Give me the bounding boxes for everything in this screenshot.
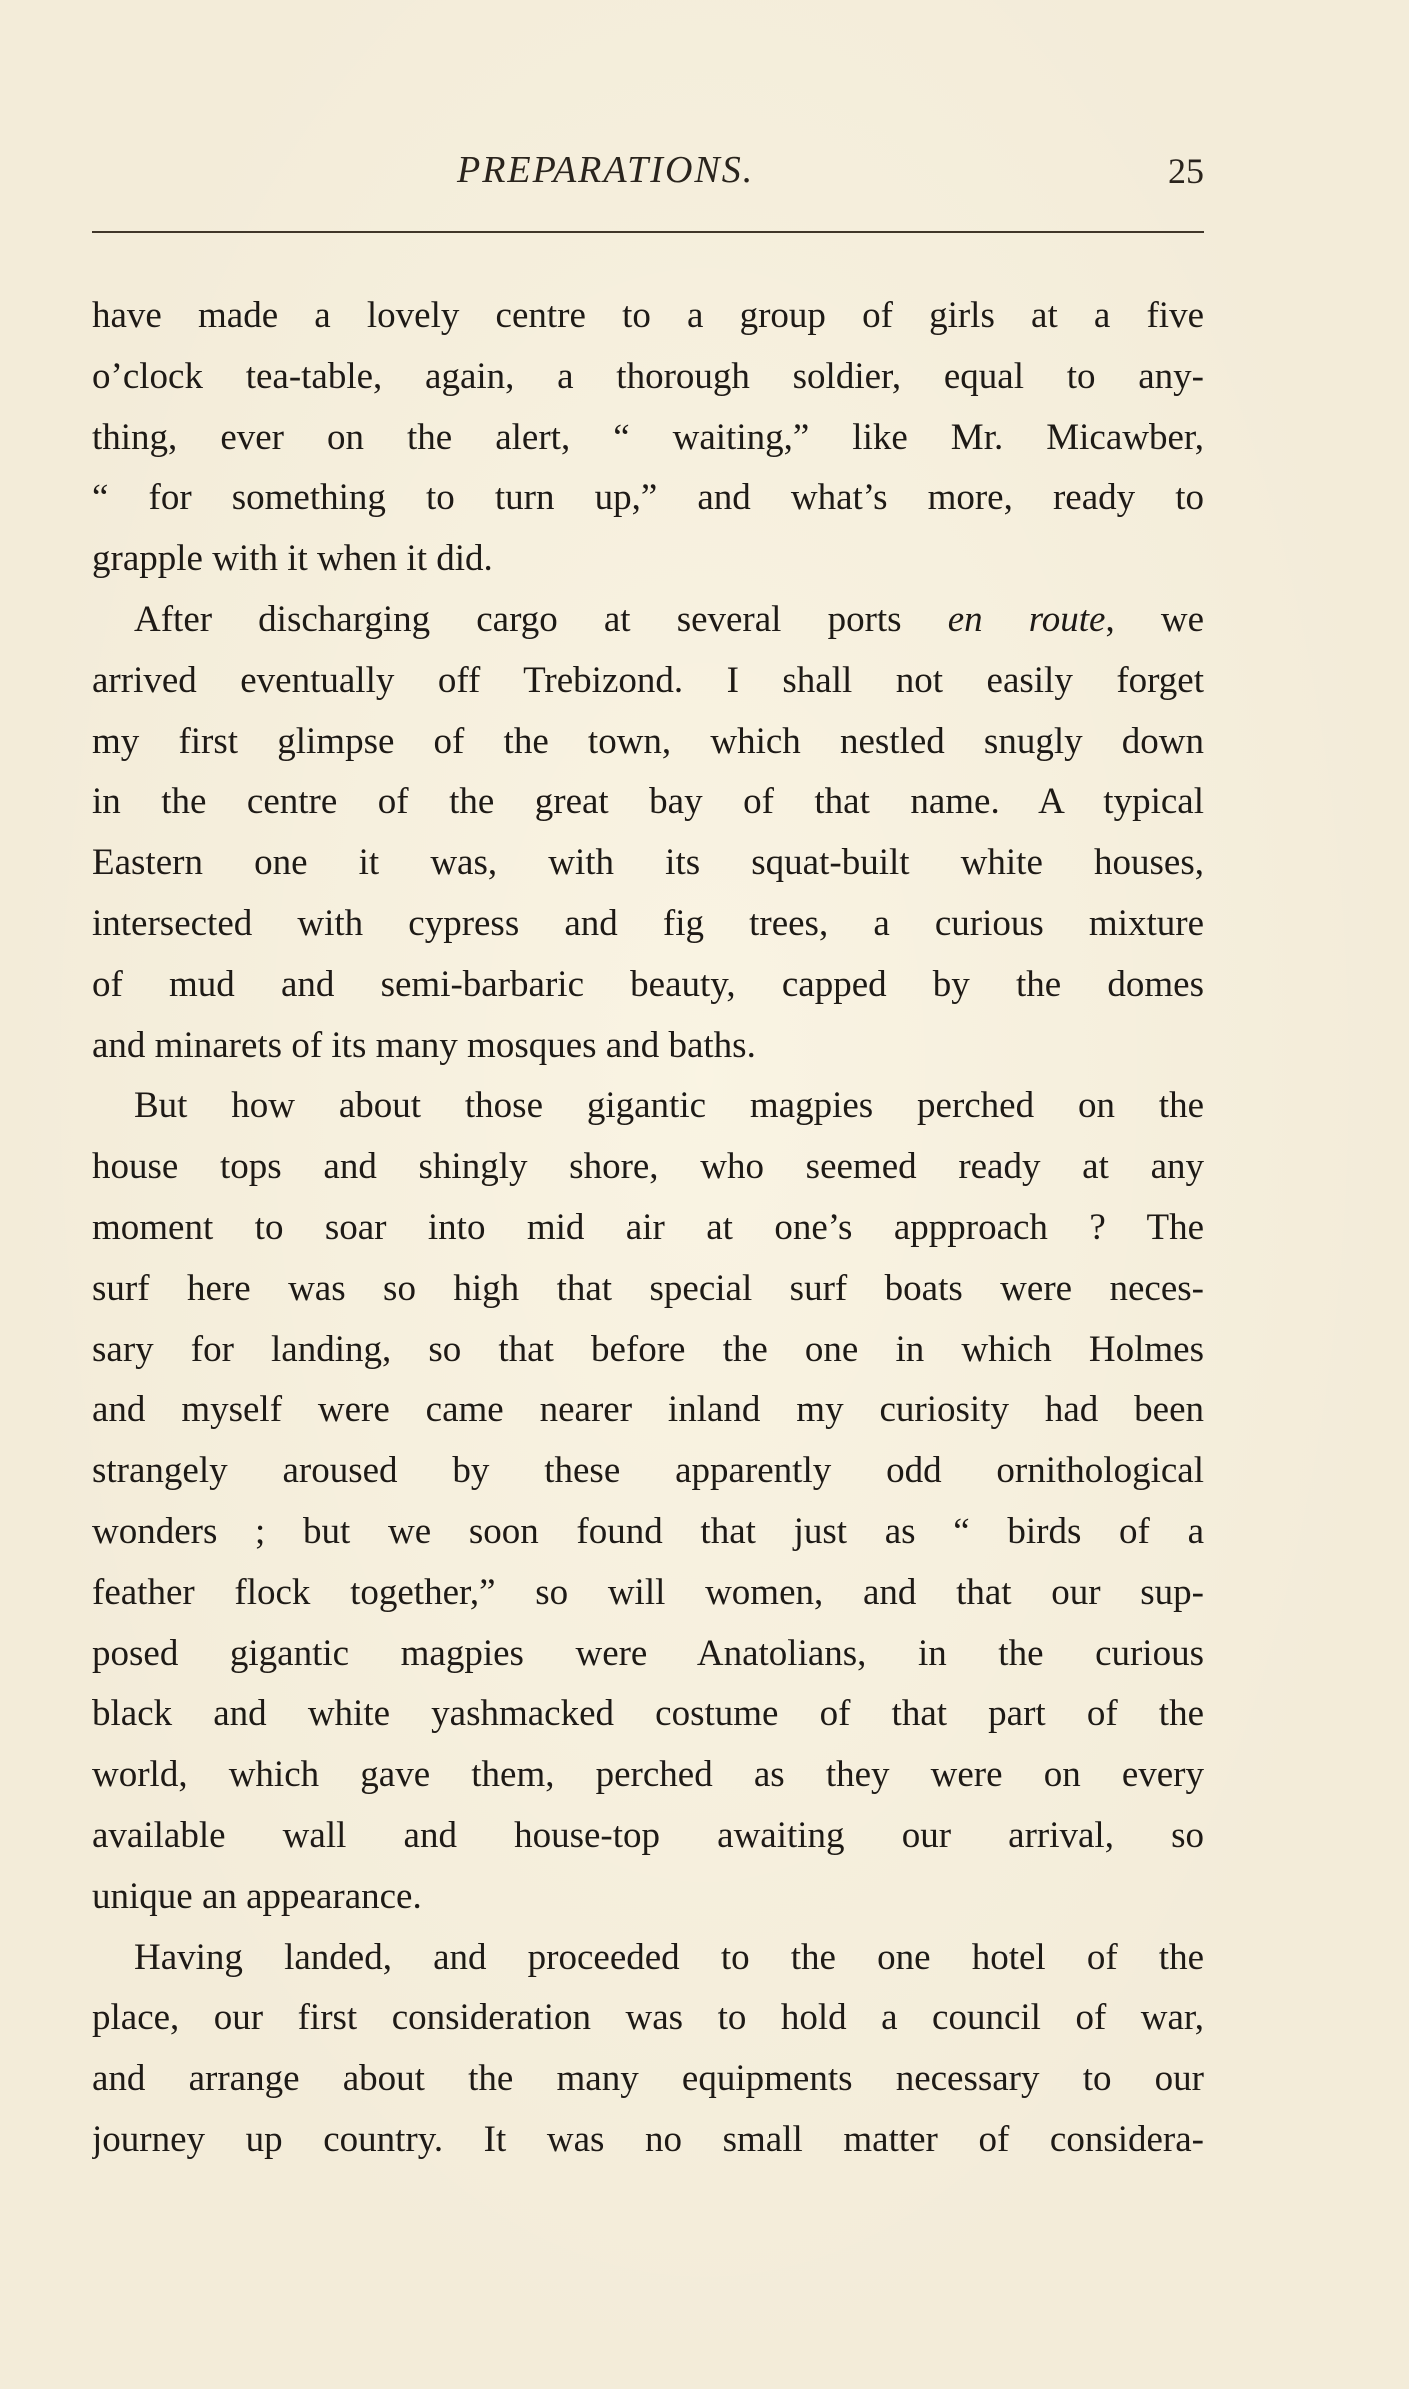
header-rule — [92, 231, 1204, 233]
text-line: Eastern one it was, with its squat-built white houses, — [92, 842, 1204, 884]
text-line: journey up country. It was no small matter of considera- — [92, 2118, 1204, 2160]
text-fragment: After discharging cargo at several ports — [134, 598, 948, 640]
text-line: have made a lovely centre to a group of girls at a five — [92, 295, 1204, 336]
text-line: But how about those gigantic magpies perched on the — [134, 1085, 1204, 1127]
running-head — [92, 148, 1204, 204]
text-line: sary for landing, so that before the one in which Holmes — [92, 1328, 1204, 1370]
body-text — [92, 286, 1204, 2171]
text-line: intersected with cypress and fig trees, a curious mixture — [92, 902, 1204, 944]
text-line: strangely aroused by these apparently odd ornithological — [92, 1450, 1204, 1492]
text-line: and arrange about the many equipments necessary to our — [92, 2058, 1204, 2100]
text-line: o’clock tea-table, again, a thorough soldier, equal to any- — [92, 355, 1204, 397]
text-line: and minarets of its many mosques and baths. — [92, 1024, 756, 1066]
running-title: PREPARATIONS. — [457, 149, 755, 191]
text-line: surf here was so high that special surf boats were neces- — [92, 1267, 1204, 1309]
text-line: place, our first consideration was to hold a council of war, — [92, 1997, 1204, 2039]
text-line: posed gigantic magpies were Anatolians, in the curious — [92, 1632, 1204, 1674]
text-line: “ for something to turn up,” and what’s more, ready to — [92, 477, 1204, 519]
text-line: Having landed, and proceeded to the one hotel of the — [134, 1936, 1204, 1978]
text-line: my first glimpse of the town, which nestled snugly down — [92, 720, 1204, 762]
text-line: unique an appearance. — [92, 1875, 422, 1917]
text-line: grapple with it when it did. — [92, 538, 493, 580]
text-line: feather flock together,” so will women, and that our sup- — [92, 1571, 1204, 1613]
text-line: black and white yashmacked costume of that part of the — [92, 1693, 1204, 1735]
text-line: in the centre of the great bay of that name. A typical — [92, 781, 1204, 823]
text-line: and myself were came nearer inland my curiosity had been — [92, 1389, 1204, 1431]
text-line: available wall and house-top awaiting our arrival, so — [92, 1814, 1204, 1856]
text-line: thing, ever on the alert, “ waiting,” like Mr. Micawber, — [92, 416, 1204, 458]
text-line: wonders ; but we soon found that just as “ birds of a — [92, 1510, 1204, 1552]
text-fragment: , we — [1105, 598, 1204, 640]
text-line: house tops and shingly shore, who seemed ready at any — [92, 1146, 1204, 1188]
text-line-with-italic — [92, 590, 1204, 651]
text-line: moment to soar into mid air at one’s appproach ? The — [92, 1206, 1204, 1248]
italic-fragment: en route — [947, 598, 1106, 640]
text-line: arrived eventually off Trebizond. I shall not easily forget — [92, 659, 1204, 701]
page-number: 25 — [1168, 151, 1204, 191]
text-line: of mud and semi-barbaric beauty, capped by the domes — [92, 963, 1204, 1005]
text-line: world, which gave them, perched as they were on every — [92, 1754, 1204, 1796]
